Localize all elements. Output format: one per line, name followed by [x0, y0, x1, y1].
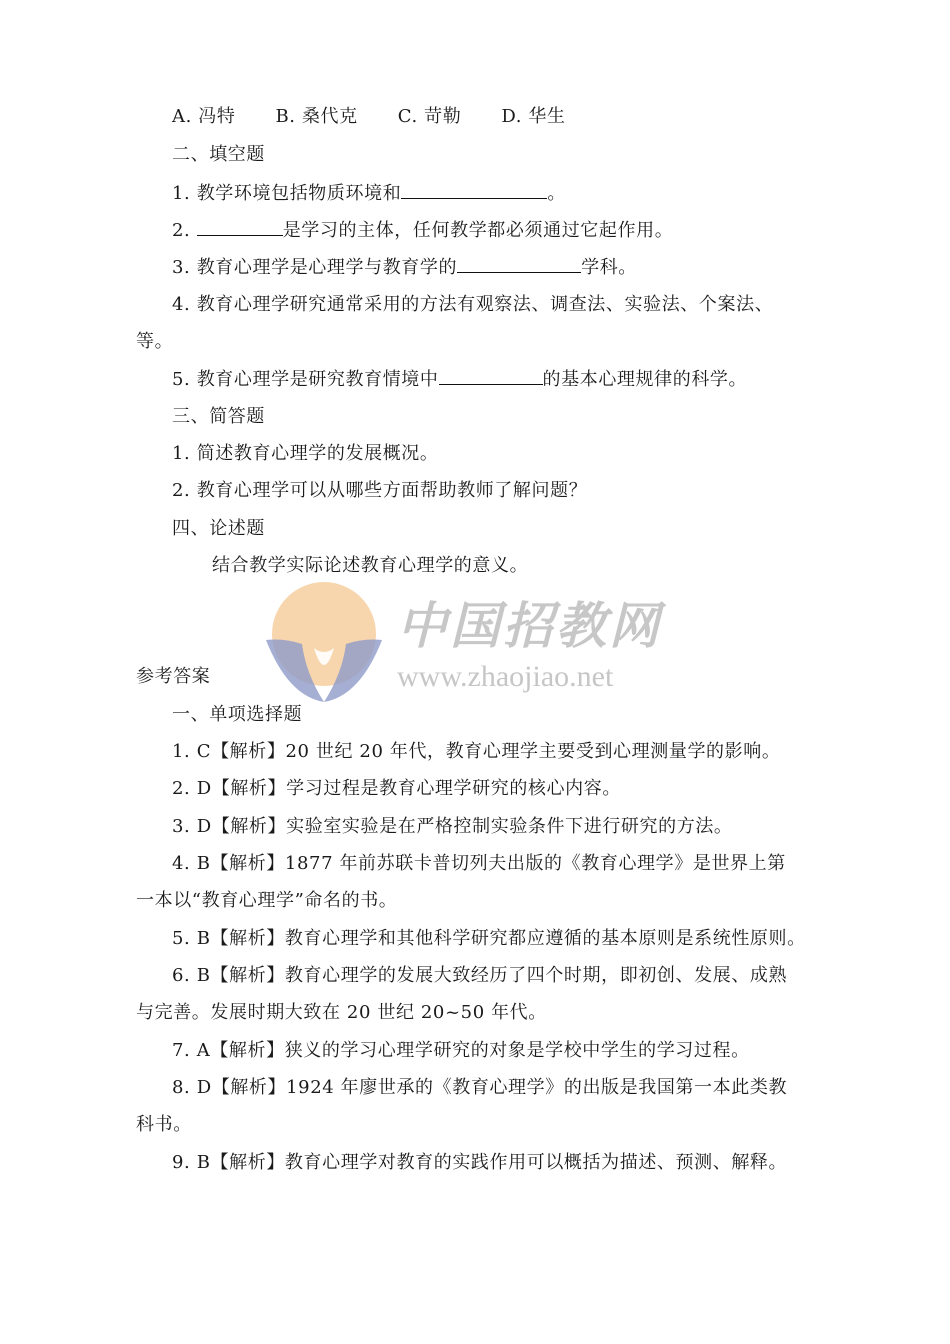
answer-1: 1. C【解析】20 世纪 20 年代，教育心理学主要受到心理测量学的影响。 [172, 741, 781, 762]
fill-q2-number: 2. [172, 220, 197, 241]
fill-question-4-line-2: 等。 [136, 331, 174, 352]
answer-3: 3. D【解析】实验室实验是在严格控制实验条件下进行研究的方法。 [172, 816, 733, 837]
fill-q3-text: 教育心理学是心理学与教育学的 [196, 257, 458, 278]
fill-question-2 [172, 217, 673, 244]
fill-question-4-line-1: 4. 教育心理学研究通常采用的方法有观察法、调查法、实验法、个案法、 [172, 294, 774, 315]
fill-q1-text: 教学环境包括物质环境和 [196, 183, 402, 204]
answer-4-line-1: 4. B【解析】1877 年前苏联卡普切列夫出版的《教育心理学》是世界上第 [172, 853, 786, 874]
answer-9: 9. B【解析】教育心理学对教育的实践作用可以概括为描述、预测、解释。 [172, 1152, 788, 1173]
short-answer-heading: 三、简答题 [172, 406, 265, 427]
fill-question-5 [172, 366, 747, 393]
watermark-text [397, 598, 662, 694]
fill-q1-end: 。 [547, 183, 566, 204]
fill-q3-number: 3. [172, 257, 197, 278]
answers-heading: 一、单项选择题 [172, 704, 303, 725]
answer-5: 5. B【解析】教育心理学和其他科学研究都应遵循的基本原则是系统性原则。 [172, 928, 806, 949]
answer-8-line-2: 科书。 [136, 1114, 192, 1135]
watermark-logo-icon [258, 578, 678, 706]
answers-title: 参考答案 [136, 666, 211, 687]
option-c: C. 苛勒 [397, 106, 462, 127]
answer-4-line-2: 一本以“教育心理学”命名的书。 [136, 890, 398, 911]
answer-7: 7. A【解析】狭义的学习心理学研究的对象是学校中学生的学习过程。 [172, 1040, 750, 1061]
fill-heading: 二、填空题 [172, 144, 265, 165]
essay-heading: 四、论述题 [172, 518, 265, 539]
option-b: B. 桑代克 [275, 106, 358, 127]
fill-q1-blank [401, 180, 547, 199]
fill-q5-blank [439, 366, 543, 385]
fill-q1-number: 1. [172, 183, 197, 204]
option-d: D. 华生 [501, 106, 566, 127]
fill-question-3 [172, 254, 637, 281]
short-question-1: 1. 简述教育心理学的发展概况。 [172, 443, 439, 464]
fill-q2-blank [197, 217, 283, 236]
fill-q5-number: 5. [172, 369, 197, 390]
answer-2: 2. D【解析】学习过程是教育心理学研究的核心内容。 [172, 778, 621, 799]
fill-q5-end: 的基本心理规律的科学。 [542, 369, 748, 390]
option-a: A. 冯特 [172, 106, 236, 127]
fill-question-1 [172, 180, 566, 207]
fill-q5-text: 教育心理学是研究教育情境中 [196, 369, 439, 390]
answer-8-line-1: 8. D【解析】1924 年廖世承的《教育心理学》的出版是我国第一本此类教 [172, 1077, 788, 1098]
choice-options [172, 104, 566, 130]
watermark-site-name: 中国招教网 [397, 597, 662, 655]
fill-q2-text: 是学习的主体，任何教学都必须通过它起作用。 [282, 220, 674, 241]
essay-question: 结合教学实际论述教育心理学的意义。 [212, 555, 529, 576]
answer-6-line-1: 6. B【解析】教育心理学的发展大致经历了四个时期，即初创、发展、成熟 [172, 965, 788, 986]
fill-q3-blank [457, 254, 581, 273]
short-question-2: 2. 教育心理学可以从哪些方面帮助教师了解问题？ [172, 480, 588, 501]
answer-6-line-2: 与完善。发展时期大致在 20 世纪 20~50 年代。 [136, 1002, 547, 1023]
watermark-site-url: www.zhaojiao.net [397, 660, 614, 693]
fill-q3-end: 学科。 [581, 257, 637, 278]
